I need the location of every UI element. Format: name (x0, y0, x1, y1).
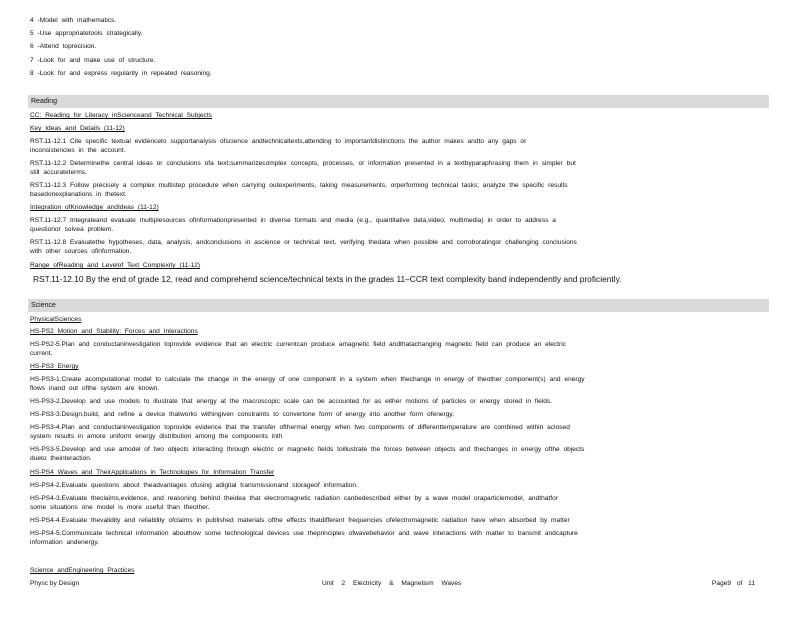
key-ideas-heading: Key Ideas and Details (11-12) (30, 125, 125, 132)
standard-ps4-3-cont: some situations one model is more useful than theother. (30, 504, 210, 511)
standard-ps4-5: HS-PS4-5.Communicate technical information abouthow some technological devices use theprinciples ofwavebehavior and wave interactions with matter to transmit andcapture (30, 530, 578, 537)
standard-ps3-5-cont: dueto theinteraction. (30, 455, 92, 462)
standard-rst-7-cont: questionor solvea problem. (30, 226, 114, 233)
practice-item: 8 -Look for and express regularity in repeated reasoning. (30, 70, 212, 77)
footer-page-number: Page9 of 11 (711, 580, 755, 587)
standard-ps2-5-cont: current. (30, 350, 53, 357)
standard-rst-3-cont: basedonexplanations in thetext. (30, 191, 127, 198)
standard-ps4-5-cont: information andenergy. (30, 539, 99, 546)
standard-rst-8-cont: with other sources ofinformation. (30, 248, 132, 255)
practice-item: 6 -Attend toprecision. (30, 43, 97, 50)
practices-heading: Science andEngineering Practices (30, 567, 135, 574)
standard-ps2-5: HS-PS2-5.Plan and conductaninvestigation toprovide evidence that an electric currentcan produce amagnetic field andthatachanging magnetic field can produce an electric (30, 341, 566, 348)
cc-reading-heading: CC: Reading for Literacy inScienceand Technical Subjects (30, 112, 212, 119)
range-heading: Range ofReading and Levelof Text Complexity (11-12) (30, 262, 201, 269)
standard-ps3-1-cont: flows inand out ofthe system are known. (30, 385, 160, 392)
standard-ps3-4: HS-PS3-4.Plan and conductaninvestigation toprovide evidence that the transfer ofthermal energy when two components of differenttemperature are combined within aclosed (30, 424, 570, 431)
physical-sciences-heading: PhysicalSciences (30, 316, 82, 323)
standard-rst-2: RST.11-12.2 Determinethe central ideas or conclusions ofa text;summarizecomplex concepts, processes, or information presented in a textbyparaphrasing them in simpler but (30, 160, 576, 167)
standard-rst-7: RST.11-12.7 Integrateand evaluate multiplesources ofinformationpresented in diverse formats and media (e.g., quantitative data,video, multimedia) in order to address a (30, 217, 556, 224)
standard-rst-1-cont: inconsistencies in the account. (30, 147, 126, 154)
standard-ps4-3: HS-PS4-3.Evaluate theclaims,evidence, and reasoning behind theidea that electromagnetic radiation canbedescribed either by a wave model oraparticlemodel, andthatfor (30, 495, 558, 502)
integration-heading: Integration ofKnowledge andIdeas (11-12) (30, 204, 159, 211)
practice-item: 7 -Look for and make use of structure. (30, 57, 156, 64)
standard-rst-3: RST.11-12.3 Follow precisely a complex multistep procedure when carrying outexperiments, taking measurements, orperforming technical tasks; analyze the specific results (30, 182, 568, 189)
standard-rst-8: RST.11-12.8 Evaluatethe hypotheses, data, analysis, andconclusions in ascience or technical text, verifying thedata when possible and corroboratingor challenging conclusions (30, 239, 577, 246)
ps4-heading: HS-PS4 Waves and TheirApplications in Technologies for Information Transfer (30, 469, 275, 476)
science-section-header (28, 299, 769, 312)
reading-section-title: Reading (31, 98, 58, 105)
standard-ps4-2: HS-PS4-2.Evaluate questions about theadvantages ofusing adigital transmissionand storageof information. (30, 482, 358, 489)
standard-rst-1: RST.11-12.1 Cite specific textual evidenceto supportanalysis ofscience andtechnicaltexts,attending to importantdistinctions the author makes andto any gaps or (30, 138, 527, 145)
footer-course: Physc by Design (30, 580, 80, 587)
standard-ps3-1: HS-PS3-1.Create acomputational model to calculate the change in the energy of one component in a system when thechange in energy of theother component(s) and energy (30, 376, 585, 383)
practice-item: 5 -Use appropriatetools strategically. (30, 30, 143, 37)
science-section-title: Science (31, 302, 56, 309)
practice-item: 4 -Model with mathematics. (30, 17, 117, 24)
standard-ps3-3: HS-PS3-3.Design,build, and refine a device thatworks withingiven constraints to convertone form of energy into another form ofenergy. (30, 411, 455, 418)
standard-ps3-5: HS-PS3-5.Develop and use amodel of two objects interacting through electric or magnetic fields toillustrate the forces between objects and thechanges in energy ofthe objects (30, 446, 585, 453)
standard-ps3-4-cont: system results in amore uniform energy distribution among the components inth (30, 433, 283, 440)
footer-unit: Unit 2 Electricity & Magnetism Waves (322, 580, 462, 587)
standard-ps4-4: HS-PS4-4.Evaluate thevalidity and reliability ofclaims in published materials ofthe effects thatdifferent frequencies ofelectromagnetic radiation have when absorbed by matter (30, 517, 570, 524)
ps2-heading: HS-PS2 Motion and Stability: Forces and Interactions (30, 328, 198, 335)
ps3-heading: HS-PS3 Energy (30, 363, 79, 370)
standard-rst-2-cont: still accurateterms. (30, 169, 87, 176)
reading-section-header (28, 95, 769, 108)
standard-ps3-2: HS-PS3-2.Develop and use models to illustrate that energy at the macroscopic scale can be accounted for as either motions of particles or energy stored in fields. (30, 398, 553, 405)
standard-rst-10: RST.11-12.10 By the end of grade 12, read and comprehend science/technical texts in the grades 11–CCR text complexity band independently and proficiently. (33, 274, 622, 284)
